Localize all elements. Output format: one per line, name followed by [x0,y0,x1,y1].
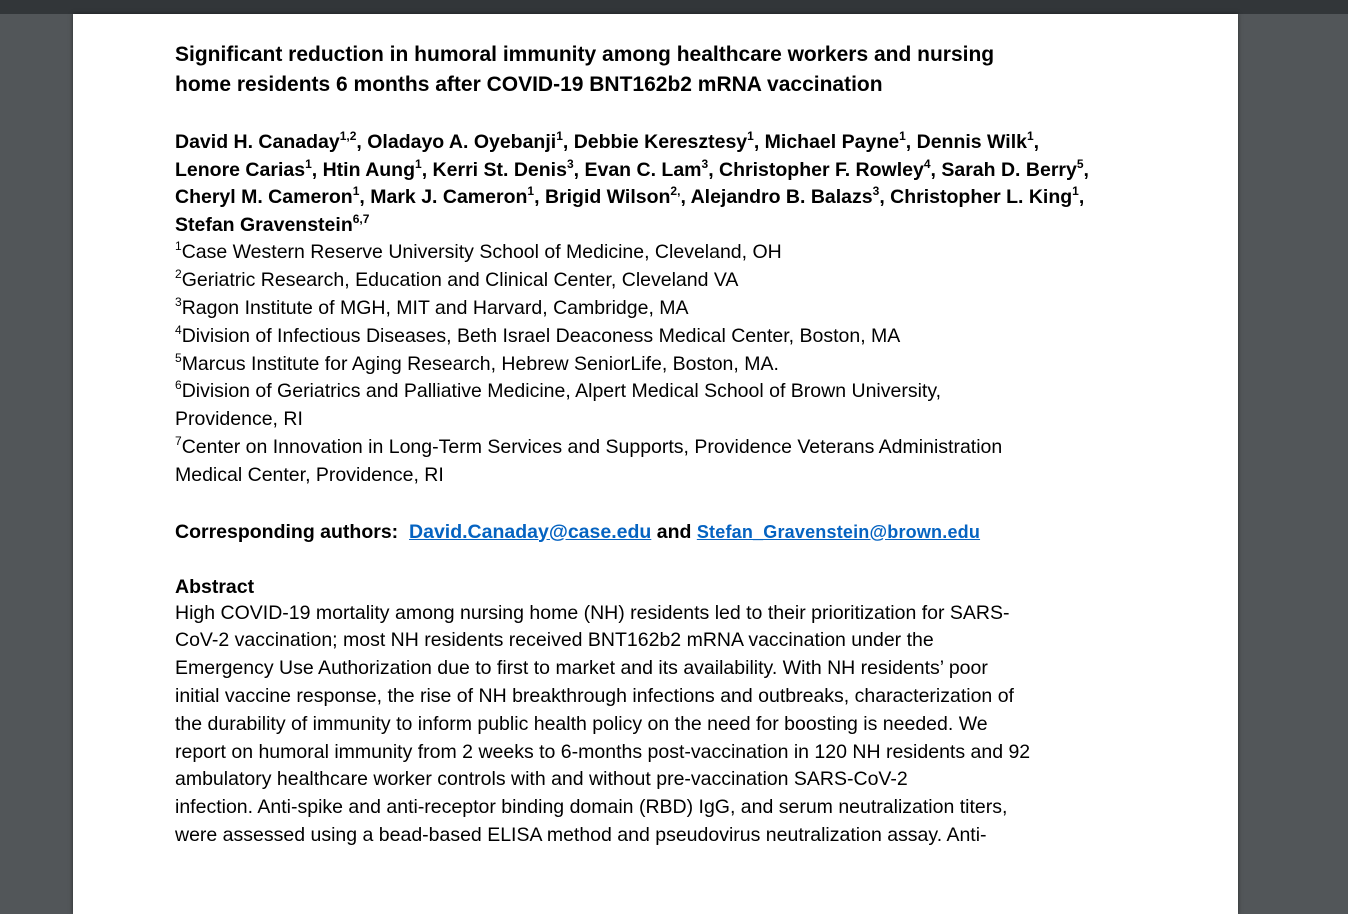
email-link-canaday[interactable]: David.Canaday@case.edu [409,520,652,543]
affiliation-item [175,239,1105,267]
affiliation-text: Case Western Reserve University School of Medicine, Cleveland, OH [181,241,782,264]
author-list: David H. Canaday$^{1,2}$, Oladayo A. Oyebanji$^1$, Debbie Keresztesy$^1$, Michael Payne$^1$, Dennis Wilk$^1$, Lenore Carias$^1$, Htin Aung$^1$, Kerri St. Denis$^3$, Evan C. Lam$^3$, Christopher F. Rowley$^4$, Sarah D. Berry$^5$, Cheryl M. Cameron$^1$, Mark J. Cameron$^1$, Brigid Wilson$^{2,}$, Alejandro B. Balazs$^3$, Christopher L. King$^1$, Stefan Gravenstein$^{6,7}$ [175,129,1089,236]
author-affiliation-marker: 1 [1026,129,1034,143]
document-page [73,14,1238,914]
corresponding-label: Corresponding authors: [175,520,399,543]
author-name: Michael Payne [764,131,900,153]
abstract-line: Emergency Use Authorization due to first to market and its availability. With NH residents’ poor [175,657,988,680]
title-line-1: Significant reduction in humoral immunity among healthcare workers and nursing [175,43,995,66]
affiliation-marker: 3 [175,294,182,309]
affiliation-marker: 4 [175,322,182,337]
author-affiliation-marker: 1 [556,129,563,143]
viewer-right-margin [1238,14,1348,838]
author-affiliation-marker: 5 [1076,156,1084,171]
affiliation-item [175,295,1105,323]
author-name: Christopher L. King [890,186,1073,209]
author-name: Dennis Wilk [916,131,1027,153]
author-affiliation-marker: 3 [701,156,709,171]
affiliation-item [175,378,1105,434]
author-affiliation-marker: 3 [872,184,880,199]
abstract-line: CoV-2 vaccination; most NH residents received BNT162b2 mRNA vaccination under the [175,629,934,652]
affiliation-text-continued: Medical Center, Providence, RI [175,463,444,486]
title-line-2: home residents 6 months after COVID-19 BNT162b2 mRNA vaccination [175,72,883,96]
paper-title [175,40,1105,99]
author-name: Alejandro B. Balazs [690,186,873,209]
affiliation-text: Division of Infectious Diseases, Beth Israel Deaconess Medical Center, Boston, MA [181,324,901,347]
abstract-line: initial vaccine response, the rise of NH breakthrough infections and outbreaks, characterization of [175,684,1014,707]
author-affiliation-marker: 1 [527,184,535,199]
author-affiliation-marker: 1,2 [339,129,357,143]
abstract-line: the durability of immunity to inform public health policy on the need for boosting is needed. We [175,712,988,735]
affiliation-text: Ragon Institute of MGH, MIT and Harvard, Cambridge, MA [181,296,689,319]
abstract-line: were assessed using a bead-based ELISA method and pseudovirus neutralization assay. Anti- [175,823,987,846]
author-name: Kerri St. Denis [432,158,567,181]
author-name: Lenore Carias [175,158,306,181]
author-affiliation-marker: 4 [923,156,931,171]
author-name: Evan C. Lam [584,158,702,181]
affiliation-item [175,351,1105,379]
affiliation-marker: 5 [175,350,182,365]
author-name: Sarah D. Berry [941,158,1077,181]
affiliation-list [175,239,1105,489]
author-name: Debbie Keresztesy [573,131,748,153]
affiliation-marker: 7 [175,433,182,448]
abstract-body [175,600,1105,850]
affiliation-marker: 1 [175,239,182,254]
author-affiliation-marker: 1 [747,129,754,143]
abstract-line: infection. Anti-spike and anti-receptor binding domain (RBD) IgG, and serum neutralization titers, [175,796,1008,819]
abstract-line: High COVID-19 mortality among nursing home (NH) residents led to their prioritization for SARS- [175,601,1010,624]
author-affiliation-marker: 1 [305,156,312,171]
affiliation-text-continued: Providence, RI [175,408,303,431]
author-name: Oladayo A. Oyebanji [367,131,557,153]
author-affiliation-marker: 6,7 [352,211,370,226]
author-name: Htin Aung [322,158,416,181]
abstract-heading: Abstract [175,575,255,598]
author-name: Stefan Gravenstein [175,213,353,236]
corresponding-authors [175,518,1105,546]
viewer-left-margin [0,14,73,838]
author-affiliation-marker: 2, [670,184,681,199]
corresponding-and: and [656,520,692,543]
author-name: Brigid Wilson [544,186,671,209]
author-name: Mark J. Cameron [370,186,528,209]
abstract-line: ambulatory healthcare worker controls with and without pre-vaccination SARS-CoV-2 [175,768,908,791]
affiliation-text: Marcus Institute for Aging Research, Hebrew SeniorLife, Boston, MA. [181,352,779,375]
affiliation-text: Division of Geriatrics and Palliative Medicine, Alpert Medical School of Brown University, [181,380,942,403]
abstract-line: report on humoral immunity from 2 weeks to 6-months post-vaccination in 120 NH residents and 92 [175,740,1031,763]
affiliation-item [175,267,1105,295]
author-affiliation-marker: 3 [566,156,574,171]
affiliation-marker: 2 [175,267,182,282]
page-content [175,40,1105,850]
author-affiliation-marker: 1 [352,184,360,199]
affiliation-marker: 6 [175,378,182,393]
author-affiliation-marker: 1 [899,129,906,143]
affiliation-text: Geriatric Research, Education and Clinical Center, Cleveland VA [181,269,739,292]
affiliation-text: Center on Innovation in Long-Term Services and Supports, Providence Veterans Administration [181,435,1003,458]
author-affiliation-marker: 1 [1072,184,1079,199]
affiliation-item [175,323,1105,351]
email-link-gravenstein[interactable]: Stefan_Gravenstein@brown.edu [696,521,981,542]
author-name: David H. Canaday [175,131,340,153]
affiliation-item [175,434,1105,490]
author-name: Christopher F. Rowley [719,158,924,181]
author-affiliation-marker: 1 [415,156,422,171]
author-name: Cheryl M. Cameron [175,186,353,209]
viewer-toolbar [0,0,1348,14]
